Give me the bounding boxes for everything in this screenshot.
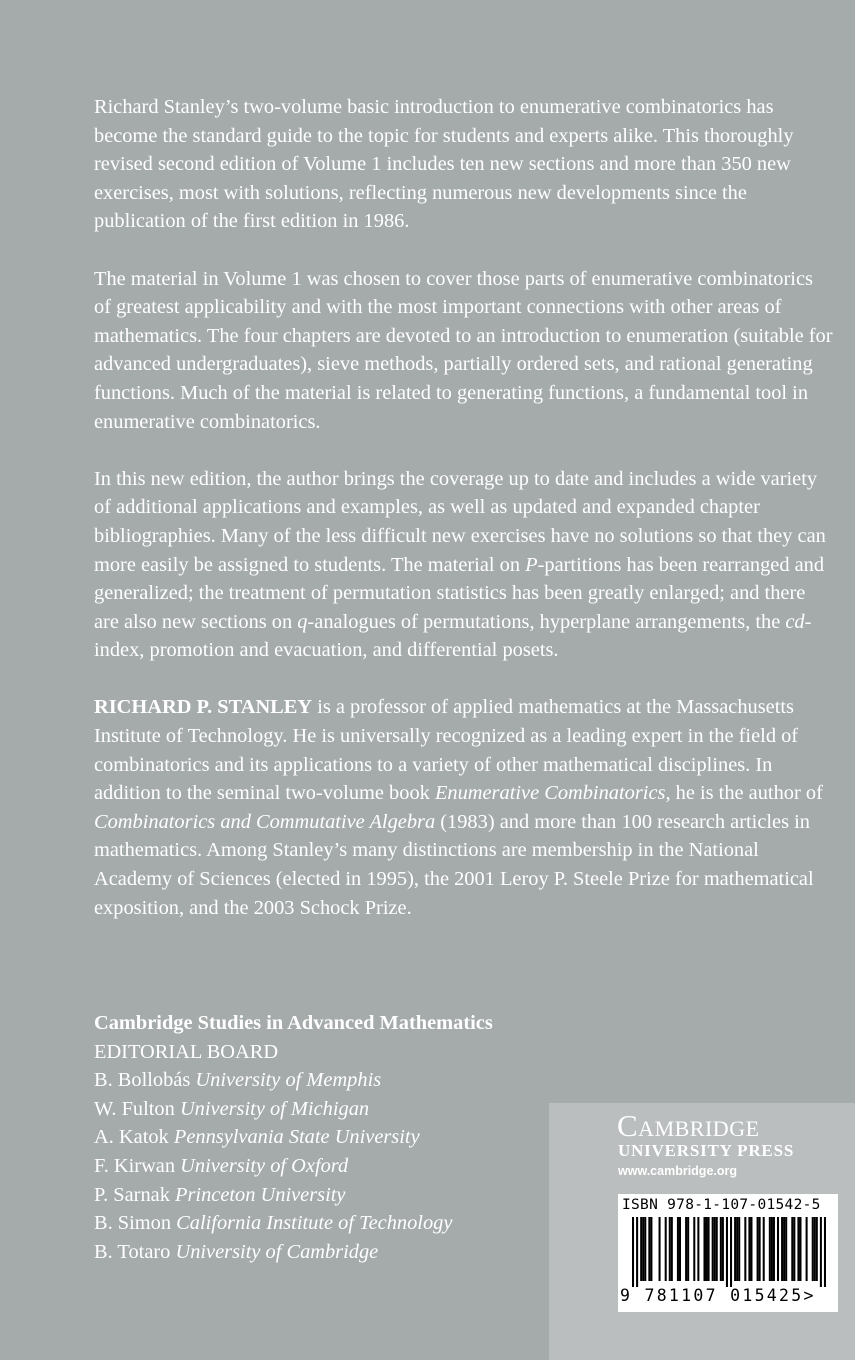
barcode-bar [706, 1217, 708, 1281]
board-member [94, 1066, 554, 1095]
publisher-logo: Cambridge [617, 1108, 760, 1143]
barcode-bar [736, 1217, 738, 1281]
blurb-text: In this new edition, the author brings the coverage up to date and includes a wide variety of additional applications and examples, as well as updated and expanded chapter bibliographies. Many of the less difficult new exercises have no solutions so that they can more easily be assigned to students. The material on [94, 467, 826, 576]
barcode-bar [785, 1217, 787, 1281]
barcode-bar [712, 1217, 714, 1281]
board-member-name: F. Kirwan [94, 1154, 176, 1177]
board-member [94, 1095, 554, 1124]
barcode-bar [771, 1217, 773, 1281]
board-member-affiliation: Pennsylvania State University [173, 1126, 420, 1149]
barcode-bar [716, 1217, 718, 1281]
series-title: Cambridge Studies in Advanced Mathematics [94, 1012, 493, 1034]
barcode-bar [685, 1217, 687, 1281]
barcode-bar [665, 1217, 667, 1281]
board-member-affiliation: University of Cambridge [175, 1240, 379, 1263]
barcode-bar [759, 1217, 761, 1281]
board-member-name: B. Totaro [94, 1240, 171, 1263]
back-cover-blurb [94, 93, 834, 951]
barcode-bar [640, 1217, 642, 1281]
board-member [94, 1152, 554, 1181]
series-block [94, 1009, 554, 1266]
publisher-press: UNIVERSITY PRESS [618, 1141, 795, 1160]
barcode-bar [816, 1217, 818, 1281]
barcode-bar [763, 1217, 765, 1281]
book-title: Combinatorics and Commutative Algebra [94, 810, 436, 833]
blurb-paragraph-2 [94, 265, 834, 437]
barcode-arrow: > [803, 1286, 816, 1305]
book-title: Enumerative Combinatorics [434, 782, 666, 805]
barcode-left-digits: 781107 [644, 1286, 718, 1305]
barcode-bar [677, 1217, 679, 1281]
board-member-affiliation: University of Memphis [195, 1069, 382, 1092]
barcode-bar [659, 1217, 661, 1281]
author-bio [94, 693, 834, 922]
barcode-bar [814, 1217, 816, 1281]
italic-term: P [525, 553, 538, 576]
blurb-text: , he is the author of [665, 782, 823, 805]
board-member-affiliation: Princeton University [175, 1183, 346, 1206]
barcode-right-digits: 015425 [730, 1286, 804, 1305]
barcode-bar [824, 1217, 826, 1287]
board-member [94, 1123, 554, 1152]
barcode-bar [693, 1217, 695, 1281]
barcode-bar [671, 1217, 673, 1281]
barcode-bar [730, 1217, 732, 1287]
barcode-bar [750, 1217, 752, 1281]
barcode-bar [648, 1217, 650, 1281]
barcode-bar [773, 1217, 775, 1281]
publisher-panel [549, 1103, 855, 1360]
board-member-name: P. Sarnak [94, 1183, 170, 1206]
barcode-bar [757, 1217, 759, 1281]
blurb-text: -partitions has been rearranged and generalized; the treatment of permutation statistics has been greatly enlarged; and there are also new sections on [94, 553, 825, 633]
barcode-bar [783, 1217, 785, 1281]
barcode-bar [738, 1217, 740, 1281]
editorial-board-list [94, 1066, 554, 1266]
italic-term: cd [785, 610, 805, 633]
barcode-bar [669, 1217, 671, 1281]
barcode-bar [687, 1217, 689, 1281]
blurb-text: Richard Stanley’s two-volume basic introduction to enumerative combinatorics has become the standard guide to the topic for students and experts alike. This thoroughly revised second edition of Volume 1 includes ten new sections and more than 350 new exercises, most with solutions, reflecting numerous new developments since the publication of the first edition in 1986. [94, 96, 794, 233]
publisher-url: www.cambridge.org [618, 1164, 738, 1178]
barcode-digits [620, 1286, 836, 1306]
board-member-name: A. Katok [94, 1126, 169, 1149]
barcode-bar [744, 1217, 746, 1281]
editorial-board-label: EDITORIAL BOARD [94, 1040, 279, 1063]
board-member-affiliation: University of Michigan [179, 1097, 370, 1120]
blurb-paragraph-3 [94, 465, 834, 665]
board-member [94, 1181, 554, 1210]
board-member-name: W. Fulton [94, 1097, 175, 1120]
barcode-bar [644, 1217, 646, 1281]
barcode-bar [793, 1217, 795, 1281]
board-member-name: B. Simon [94, 1212, 172, 1235]
barcode-bar [697, 1217, 699, 1281]
barcode-bar [650, 1217, 652, 1281]
barcode-box [618, 1194, 838, 1312]
barcode-bar [820, 1217, 822, 1287]
barcode-icon [632, 1217, 826, 1287]
barcode-bar [679, 1217, 681, 1281]
barcode-bar [708, 1217, 710, 1281]
board-member [94, 1209, 554, 1238]
author-name: RICHARD P. STANLEY [94, 696, 313, 719]
barcode-bar [791, 1217, 793, 1281]
blurb-paragraph-1 [94, 93, 834, 236]
blurb-text: The material in Volume 1 was chosen to cover those parts of enumerative combinatorics of greatest applicability and with the most important connections with other areas of mathematics. The four chapters are devoted to an introduction to enumeration (suitable for advanced undergraduates), sieve methods, partially ordered sets, and rational generating functions. Much of the material is related to generating functions, a fundamental tool in enumerative combinatorics. [94, 267, 833, 433]
barcode-bar [703, 1217, 705, 1281]
italic-term: q [297, 610, 308, 633]
barcode-bar [797, 1217, 799, 1281]
board-member [94, 1238, 554, 1267]
blurb-text: (1983) and more than 100 research articles in mathematics. Among Stanley’s many distinctions are membership in the National Academy of Sciences (elected in 1995), the 2001 Leroy P. Steele Prize for mathematical exposition, and the 2003 Schock Prize. [94, 810, 814, 919]
barcode-bar [799, 1217, 801, 1281]
barcode-bar [642, 1217, 644, 1281]
barcode-bar [636, 1217, 638, 1287]
barcode-lead-digit: 9 [620, 1286, 633, 1305]
board-member-affiliation: California Institute of Technology [176, 1212, 453, 1235]
barcode-bar [726, 1217, 728, 1287]
barcode-bar [806, 1217, 808, 1281]
barcode-bar [632, 1217, 634, 1287]
barcode-bar [720, 1217, 722, 1281]
barcode-bar [769, 1217, 771, 1281]
barcode-bar [734, 1217, 736, 1281]
blurb-text: is a professor of applied mathematics at the Massachusetts Institute of Technology. He is universally recognized as a leading expert in the field of combinatorics and its applications to a variety of other mathematical disciplines. In addition to the seminal two-volume book [94, 696, 799, 805]
barcode-bar [812, 1217, 814, 1281]
isbn-label: ISBN 978-1-107-01542-5 [622, 1197, 821, 1213]
board-member-name: B. Bollobás [94, 1069, 191, 1092]
blurb-text: -analogues of permutations, hyperplane arrangements, the [307, 610, 786, 633]
barcode-bar [714, 1217, 716, 1281]
barcode-bar [781, 1217, 783, 1281]
barcode-bar [748, 1217, 750, 1281]
blurb-text: -index, promotion and evacuation, and differential posets. [94, 610, 812, 662]
board-member-affiliation: University of Oxford [180, 1154, 349, 1177]
barcode-bar [777, 1217, 779, 1281]
barcode-bar [722, 1217, 724, 1281]
